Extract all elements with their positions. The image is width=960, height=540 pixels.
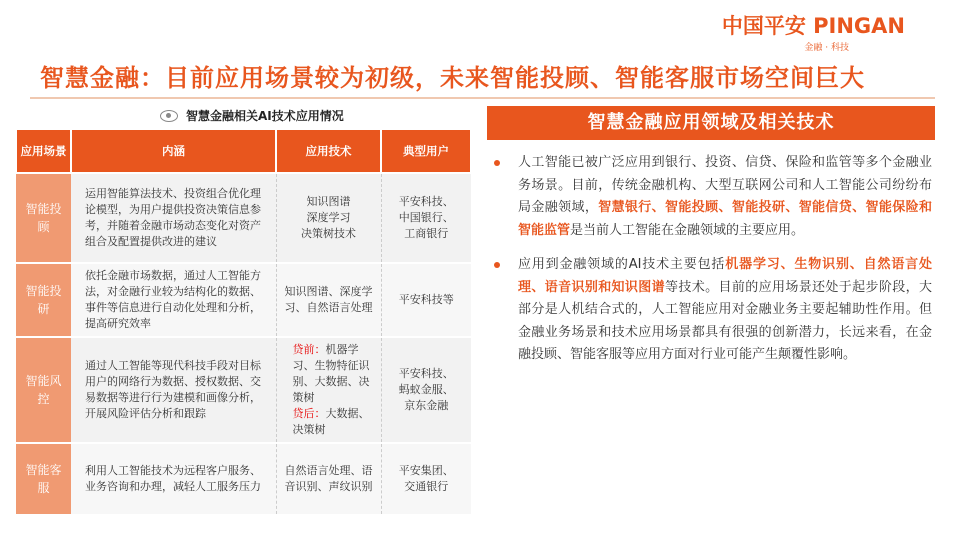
row-tech: 知识图谱、深度学习、自然语言处理 bbox=[276, 263, 381, 337]
bullet-highlight: 智慧银行、智能投顾、智能投研、智能信贷、智能保险和智能监管 bbox=[518, 200, 932, 238]
table-row bbox=[16, 443, 471, 515]
bullet-item bbox=[492, 254, 932, 367]
table-row bbox=[16, 263, 471, 337]
header-content: 内涵 bbox=[71, 129, 276, 173]
row-content: 运用智能算法技术、投资组合优化理论模型，为用户提供投资决策信息参考，并随着金融市场动态变化对资产组合及配置提供改进的建议 bbox=[71, 173, 276, 263]
header-scene: 应用场景 bbox=[16, 129, 71, 173]
bullet-text: 等技术。目前的应用场景还处于起步阶段，大部分是人机结合式的，人工智能应用对金融业务主要起辅助性作用。但金融业务场景和技术应用场景都具有很强的创新潜力，长远来看，在金融投顾、智能客服等应用方面对行业可能产生颠覆性影响。 bbox=[518, 279, 932, 362]
bullet-dot-icon bbox=[494, 160, 500, 166]
row-scene: 智能投研 bbox=[16, 263, 71, 337]
header-tech: 应用技术 bbox=[276, 129, 381, 173]
pre-loan-tech: 机器学习、生物特征识别、大数据、决策树 bbox=[292, 343, 370, 404]
row-content: 通过人工智能等现代科技手段对目标用户的网络行为数据、授权数据、交易数据等进行行为建模和画像分析，开展风险评估分析和跟踪 bbox=[71, 337, 276, 443]
logo-wordmark: 中国平安 PINGAN bbox=[721, 14, 905, 38]
bullet-item bbox=[492, 152, 932, 242]
row-tech bbox=[276, 337, 381, 443]
bullet-text: 人工智能已被广泛应用到银行、投资、信贷、保险和监管等多个金融业务场景。目前，传统金融机构、大型互联网公司和人工智能公司纷纷布局金融领域， bbox=[518, 155, 932, 215]
pre-loan-label: 贷前： bbox=[292, 343, 326, 356]
row-scene: 智能风控 bbox=[16, 337, 71, 443]
header-users: 典型用户 bbox=[381, 129, 471, 173]
pingan-logo bbox=[722, 10, 905, 53]
row-tech: 自然语言处理、语音识别、声纹识别 bbox=[276, 443, 381, 515]
row-content: 利用人工智能技术为远程客户服务、业务咨询和办理，减轻人工服务压力 bbox=[71, 443, 276, 515]
bullet-dot-icon bbox=[494, 262, 500, 268]
post-loan-label: 贷后： bbox=[292, 407, 326, 420]
row-scene: 智能投顾 bbox=[16, 173, 71, 263]
eye-icon bbox=[160, 110, 178, 122]
panel-heading: 智慧金融应用领域及相关技术 bbox=[487, 106, 935, 140]
row-users: 平安科技、 中国银行、 工商银行 bbox=[381, 173, 471, 263]
row-users: 平安科技等 bbox=[381, 263, 471, 337]
table-row bbox=[16, 173, 471, 263]
bullet-text: 是当前人工智能在金融领域的主要应用。 bbox=[570, 222, 805, 238]
ai-application-table bbox=[15, 128, 472, 516]
post-loan-tech: 大数据、决策树 bbox=[292, 407, 370, 436]
title-divider bbox=[30, 97, 935, 99]
row-scene: 智能客服 bbox=[16, 443, 71, 515]
bullet-highlight: 机器学习、生物识别、自然语言处理、语音识别和知识图谱 bbox=[518, 257, 932, 295]
table-row bbox=[16, 337, 471, 443]
table-header-row bbox=[16, 129, 471, 173]
row-tech: 知识图谱 深度学习 决策树技术 bbox=[276, 173, 381, 263]
row-users: 平安集团、 交通银行 bbox=[381, 443, 471, 515]
row-content: 依托金融市场数据，通过人工智能方法，对金融行业较为结构化的数据、事件等信息进行自动化处理和分析，提高研究效率 bbox=[71, 263, 276, 337]
table-caption-text: 智慧金融相关AI技术应用情况 bbox=[186, 109, 344, 123]
bullet-text: 应用到金融领域的AI技术主要包括 bbox=[518, 257, 726, 272]
bullet-list bbox=[492, 152, 932, 379]
logo-tagline: 金融 · 科技 bbox=[804, 43, 849, 53]
table-caption bbox=[160, 107, 344, 124]
row-users: 平安科技、 蚂蚁金服、 京东金融 bbox=[381, 337, 471, 443]
slide-title: 智慧金融：目前应用场景较为初级，未来智能投顾、智能客服市场空间巨大 bbox=[40, 64, 865, 92]
